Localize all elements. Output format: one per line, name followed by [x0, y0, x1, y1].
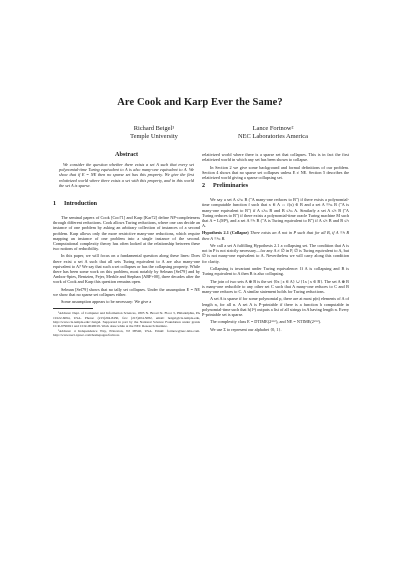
intro-paragraph: Some assumption appears to be necessary: We give a: [61, 299, 152, 305]
intro-paragraph: Selman [Sel79] shows that no tally set collapses. Under the assumption E = NE we show that no sparse set collapses either.: [53, 286, 200, 297]
author-affiliation: Temple University: [130, 133, 178, 140]
paper-title: Are Cook and Karp Ever the Same?: [117, 97, 283, 108]
intro-paragraph: In this paper, we will focus on a fundamental question along these lines: Does there exist a set A such that all sets Turing equivalent to A are also many-one equivalent to A? We say that such a set collapses or has the collapsing property. While there has been some work on this problem, most notably by Selman [Sel79] and by Ambos-Spies, Bentzien, Fejer, Merkle and Stephan [ABF+00], three decades after the work of Cook and Karp this question remains open.: [53, 253, 200, 285]
footnote: ¹Address: Dept. of Computer and Information Sciences, 1805 N. Broad St. Floor 3, Philadelphia, PA 19122-6094, USA. Phone: (215)204-8450, fax: (215)204-5082, email: beigel@cis.temple.edu, http://www.cis.temple.edu/~beigel. Supported in part by the National Science Foundation under grants CCR-9796021 and CCR-0049019. Work done while at the NEC Research Institute.: [53, 311, 200, 329]
author-name: Richard Beigel¹: [133, 125, 175, 132]
section-heading-introduction: [53, 202, 200, 207]
section-number: 2: [202, 183, 206, 190]
prelim-paragraph: Collapsing is invariant under Turing equivalence: If A is collapsing and B is Turing equivalent to A then B is also collapsing.: [202, 266, 349, 277]
section-heading-preliminaries: [202, 184, 349, 189]
prelim-paragraph: The complexity class E = DTIME(2ᵒ⁽ⁿ⁾), and NE = NTIME(2ᵒ⁽ⁿ⁾).: [210, 319, 321, 325]
abstract-text: We consider the question whether there exists a set A such that every set polynomial-time Turing equivalent to A is also many-one equivalent to A. We show that if E = NE then no sparse set has this property. We give the first relativized world where there exists a set with this property, and in this world the set A is sparse.: [59, 162, 194, 188]
section-number: 1: [53, 200, 57, 207]
author-block-beigel: [98, 125, 210, 141]
abstract-heading: Abstract: [114, 151, 139, 158]
left-column: [53, 152, 200, 338]
abstract: [53, 162, 200, 188]
intro-continued-paragraph: relativized world where there is a sparse set that collapses. This is in fact the first relativized world in which any set has been shown to collapse.: [202, 152, 349, 163]
prelim-paragraph: A set A is sparse if for some polynomial p, there are at most p(n) elements of A of length n, for all n. A set A is P-printable if there is a function h computable in polynomial-time such that h(1ⁿ) outputs a list of all strings in A having length n. Every P-printable set is sparse.: [202, 296, 350, 317]
hypothesis-text: There exists an A not in P such that for all B, if A ≡ᵖₜ B then A ≡ᵖₘ B.: [202, 230, 349, 241]
author-name: Lance Fortnow²: [252, 125, 294, 132]
section-title: Introduction: [64, 200, 98, 207]
prelim-paragraph: We say a set A ≤ᵖₘ B ("A many-one reduces to B") if there exists a polynomial-time computable function f such that x ∈ A ⇔ f(x) ∈ B and a set A ≡ᵖₘ B ("A is many-one equivalent to B") if A ≤ᵖₘ B and B ≤ᵖₘ A. Similarly a set A ≤ᵖₜ B ("A Turing reduces to B") if there exists a polynomial-time oracle Turing machine M such that A = L(Mᴮ), and a set A ≡ᵖₜ B ("A is Turing equivalent to B") if A ≤ᵖₜ B and B ≤ᵖₜ A.: [202, 197, 349, 229]
hypothesis: [202, 230, 349, 240]
section-title: Preliminaries: [213, 183, 249, 190]
footnote-divider: [53, 308, 93, 309]
footnotes: [53, 311, 200, 337]
prelim-paragraph: We call a set A fulfilling Hypothesis 2.1 a collapsing set. The condition that A is not in P is not strictly necessary—for any A ≠ ∅ in P, ∅ is Turing equivalent to A, but ∅ is not many-one equivalent to A. Nevertheless we will carry along this condition for clarity.: [202, 243, 349, 264]
intro-paragraph: The seminal papers of Cook [Coo71] and Karp [Kar72] define NP-completeness through different reductions. Cook allows Turing reductions, where one can decide an instance of one problem by asking an arbitrary collection of instances of a second problem. Karp allows only the more restrictive many-one reductions, which require mapping an instance of one problem into a single instance of the second. Computational complexity theory has often looked at the relationship between these two notions of reducibility.: [53, 215, 200, 252]
right-column: [202, 152, 349, 334]
prelim-paragraph: The join of two sets A ⊕ B is the set {0x | x ∈ A} ∪ {1x | x ∈ B}. The set A ⊕ B is many-one reducible to any other set C such that A many-one reduces to C and B many-one reduces to C. A similar statement holds for Turing reductions.: [202, 278, 349, 294]
intro-continued-paragraph: In Section 2 we give some background and formal definitions of our problem. Section 4 shows that no sparse set collapses unless E ≠ NE. Section 5 describes the relativized world giving a sparse collapsing set.: [202, 164, 349, 180]
author-affiliation: NEC Laboratories America: [238, 133, 308, 140]
author-block-fortnow: [213, 125, 333, 141]
prelim-paragraph: We use Σ to represent our alphabet {0, 1}.: [210, 326, 282, 332]
footnote: ²Address: 4 Independence Way, Princeton, NJ 08540, USA. Email: fortnow@nec-labs.com. http://www.neci.nj.nec.com/homepages/fortnow.: [53, 328, 200, 337]
hypothesis-label: Hypothesis 2.1 (Collapse): [202, 230, 249, 236]
